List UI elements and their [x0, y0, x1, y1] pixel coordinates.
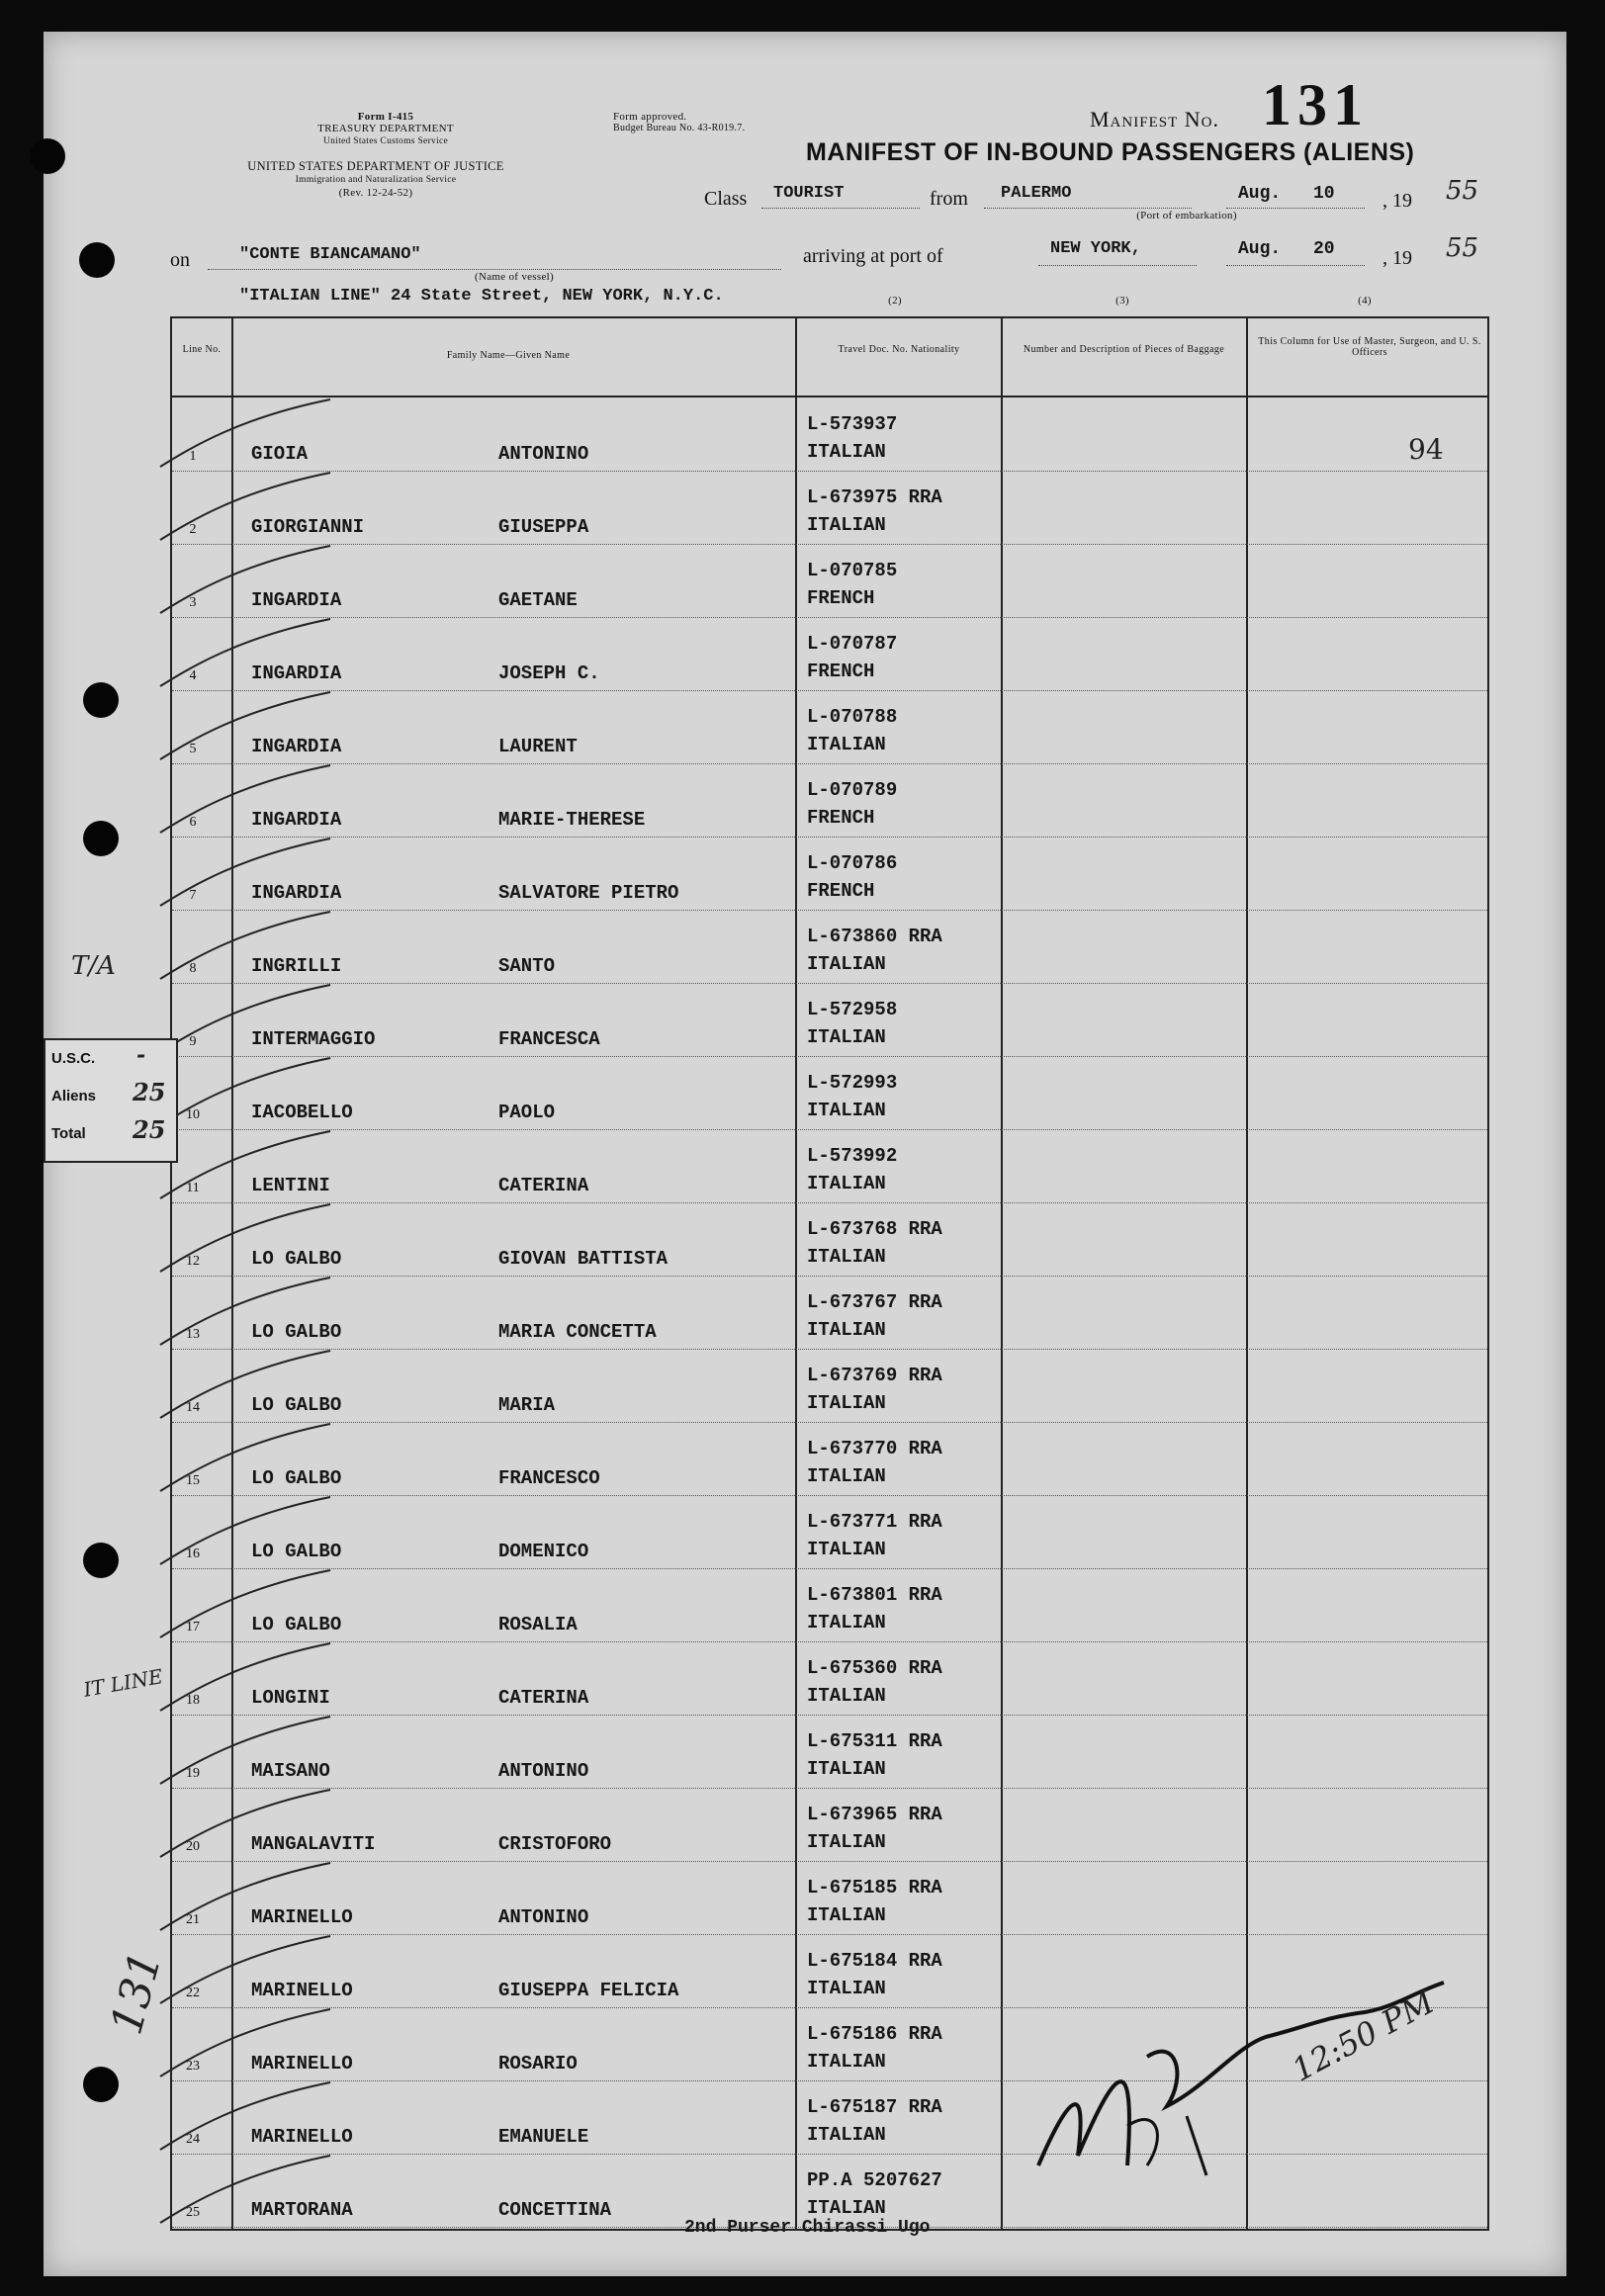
table-row — [172, 1056, 1487, 1130]
nationality: ITALIAN — [807, 1173, 886, 1194]
arrival-year: 55 — [1446, 233, 1479, 263]
line-number: 4 — [189, 668, 197, 683]
family-name: MANGALAVITI — [251, 1833, 376, 1855]
nationality: ITALIAN — [807, 1319, 886, 1341]
line-number: 10 — [186, 1107, 200, 1122]
line-number: 11 — [186, 1181, 200, 1195]
travel-doc-no: L-675311 RRA — [807, 1730, 942, 1752]
table-row — [172, 1422, 1487, 1496]
check-mark-icon — [152, 1861, 350, 1934]
usc-value: - — [136, 1042, 146, 1068]
given-name: DOMENICO — [498, 1541, 589, 1562]
family-name: MAISANO — [251, 1760, 330, 1782]
family-name: INGARDIA — [251, 589, 342, 611]
punch-hole — [30, 138, 65, 174]
nationality: ITALIAN — [807, 514, 886, 536]
given-name: JOSEPH C. — [498, 662, 600, 684]
table-row — [172, 1788, 1487, 1862]
table-row — [172, 763, 1487, 838]
family-name: LO GALBO — [251, 1541, 342, 1562]
line-number: 15 — [186, 1473, 200, 1488]
table-row — [172, 617, 1487, 691]
check-mark-icon — [152, 1641, 350, 1715]
margin-page-number: 131 — [101, 1946, 172, 2040]
travel-doc-no: L-673965 RRA — [807, 1804, 942, 1825]
travel-doc-no: L-675185 RRA — [807, 1877, 942, 1899]
given-name: MARIA CONCETTA — [498, 1321, 657, 1343]
check-mark-icon — [152, 2080, 350, 2154]
check-mark-icon — [152, 1422, 350, 1495]
punch-hole — [83, 821, 119, 856]
table-row — [172, 690, 1487, 764]
time-stamp: 12:50 PM — [1286, 1983, 1441, 2089]
travel-doc-no: L-675187 RRA — [807, 2096, 942, 2118]
table-row — [172, 1349, 1487, 1423]
check-mark-icon — [152, 910, 350, 983]
footnote-4: (4) — [1358, 295, 1372, 307]
table-row — [172, 910, 1487, 984]
table-row — [172, 1641, 1487, 1716]
travel-doc-no: L-673768 RRA — [807, 1218, 942, 1240]
check-mark-icon — [152, 1202, 350, 1276]
line-number: 1 — [189, 449, 197, 464]
family-name: GIORGIANNI — [251, 516, 365, 538]
departure-date: Aug. 10 — [1238, 184, 1335, 204]
aliens-label: Aliens — [51, 1088, 97, 1104]
line-number: 21 — [186, 1912, 200, 1927]
punch-hole — [83, 682, 119, 718]
aliens-value: 25 — [133, 1078, 166, 1106]
table-row — [172, 1568, 1487, 1642]
manifest-label: Manifest No. — [1090, 107, 1219, 132]
nationality: ITALIAN — [807, 1904, 886, 1926]
travel-doc-no: L-070786 — [807, 852, 898, 874]
margin-note-it-line: IT LINE — [81, 1664, 165, 1702]
family-name: LONGINI — [251, 1687, 330, 1709]
total-value: 25 — [133, 1115, 166, 1144]
total-label: Total — [51, 1125, 86, 1142]
from-label: from — [930, 188, 968, 210]
check-mark-icon — [152, 1495, 350, 1568]
check-mark-icon — [152, 1349, 350, 1422]
family-name: IACOBELLO — [251, 1102, 353, 1123]
shipping-agent: "ITALIAN LINE" 24 State Street, NEW YORK, N.Y.C. — [239, 287, 724, 306]
line-number: 25 — [186, 2205, 200, 2220]
check-mark-icon — [152, 617, 350, 690]
travel-doc-no: L-675360 RRA — [807, 1657, 942, 1679]
customs-service: United States Customs Service — [322, 136, 449, 146]
check-mark-icon — [152, 397, 350, 471]
line-number: 13 — [186, 1327, 200, 1342]
manifest-number: 131 — [1262, 72, 1369, 137]
check-mark-icon — [152, 983, 350, 1056]
given-name: ANTONINO — [498, 1906, 589, 1928]
travel-doc-no: L-070789 — [807, 779, 898, 801]
check-mark-icon — [152, 471, 350, 544]
travel-doc-no: L-070788 — [807, 706, 898, 728]
nationality: ITALIAN — [807, 441, 886, 463]
check-mark-icon — [152, 1715, 350, 1788]
given-name: SANTO — [498, 955, 556, 977]
nationality: ITALIAN — [807, 1978, 886, 1999]
nationality: ITALIAN — [807, 1685, 886, 1707]
table-row — [172, 471, 1487, 545]
family-name: INGARDIA — [251, 662, 342, 684]
line-number: 22 — [186, 1986, 200, 2000]
class-value: TOURIST — [773, 184, 845, 203]
check-mark-icon — [152, 544, 350, 617]
margin-note-ta: T/A — [71, 951, 116, 981]
family-name: MARINELLO — [251, 2053, 353, 2075]
arriving-label: arriving at port of — [803, 245, 943, 267]
nationality: ITALIAN — [807, 1392, 886, 1414]
table-row — [172, 1495, 1487, 1569]
travel-doc-no: L-573992 — [807, 1145, 898, 1167]
manifest-title: MANIFEST OF IN-BOUND PASSENGERS (ALIENS) — [806, 138, 1415, 166]
arrival-date: Aug. 20 — [1238, 239, 1335, 259]
nationality: ITALIAN — [807, 2051, 886, 2073]
travel-doc-no: L-572958 — [807, 999, 898, 1020]
family-name: INGRILLI — [251, 955, 342, 977]
table-row — [172, 397, 1487, 472]
travel-doc-no: L-673767 RRA — [807, 1291, 942, 1313]
footnote-2: (2) — [888, 295, 902, 307]
family-name: LENTINI — [251, 1175, 330, 1196]
table-row — [172, 1129, 1487, 1203]
given-name: CONCETTINA — [498, 2199, 612, 2221]
check-mark-icon — [152, 1934, 350, 2007]
nationality: ITALIAN — [807, 1026, 886, 1048]
line-number: 24 — [186, 2132, 200, 2147]
travel-doc-no: L-673860 RRA — [807, 926, 942, 947]
arrival-year-prefix: , 19 — [1382, 247, 1412, 269]
line-number: 18 — [186, 1693, 200, 1708]
given-name: MARIE-THERESE — [498, 809, 646, 831]
family-name: INGARDIA — [251, 882, 342, 904]
line-number: 2 — [189, 522, 197, 537]
family-name: MARTORANA — [251, 2199, 353, 2221]
given-name: LAURENT — [498, 736, 578, 757]
col-name: Family Name—Given Name — [446, 350, 571, 361]
departure-year-prefix: , 19 — [1382, 190, 1412, 212]
family-name: LO GALBO — [251, 1321, 342, 1343]
check-mark-icon — [152, 1056, 350, 1129]
check-mark-icon — [152, 2154, 350, 2227]
check-mark-icon — [152, 2007, 350, 2080]
given-name: EMANUELE — [498, 2126, 589, 2148]
travel-doc-no: L-573937 — [807, 413, 898, 435]
nationality: ITALIAN — [807, 1612, 886, 1634]
family-name: INGARDIA — [251, 809, 342, 831]
table-row — [172, 1861, 1487, 1935]
col-line-no: Line No. — [182, 344, 222, 355]
form-number: Form I-415 — [357, 111, 414, 123]
check-mark-icon — [152, 1129, 350, 1202]
travel-doc-no: L-070787 — [807, 633, 898, 655]
given-name: CATERINA — [498, 1175, 589, 1196]
port-of-embarkation-note: (Port of embarkation) — [1136, 210, 1237, 221]
nationality: ITALIAN — [807, 1831, 886, 1853]
nationality: ITALIAN — [807, 734, 886, 755]
line-number: 6 — [189, 815, 197, 830]
given-name: CATERINA — [498, 1687, 589, 1709]
line-number: 8 — [189, 961, 197, 976]
family-name: GIOIA — [251, 443, 309, 465]
family-name: INTERMAGGIO — [251, 1028, 376, 1050]
given-name: GIUSEPPA FELICIA — [498, 1980, 679, 2001]
nationality: ITALIAN — [807, 1758, 886, 1780]
officer-note: 94 — [1408, 433, 1444, 466]
nationality: ITALIAN — [807, 2124, 886, 2146]
form-approved: Form approved. — [613, 111, 687, 123]
col-baggage: Number and Description of Pieces of Baggage — [1023, 344, 1225, 355]
tally-box — [44, 1038, 178, 1163]
nationality: FRENCH — [807, 807, 875, 829]
family-name: LO GALBO — [251, 1248, 342, 1270]
table-row — [172, 1202, 1487, 1277]
col-officers: This Column for Use of Master, Surgeon, and U. S. Officers — [1258, 336, 1481, 358]
given-name: SALVATORE PIETRO — [498, 882, 679, 904]
ins: Immigration and Naturalization Service — [295, 175, 457, 185]
purser-name: 2nd Purser Chirassi Ugo — [684, 2218, 931, 2238]
table-row — [172, 544, 1487, 618]
travel-doc-no: PP.A 5207627 — [807, 2169, 942, 2191]
family-name: LO GALBO — [251, 1614, 342, 1635]
given-name: GIOVAN BATTISTA — [498, 1248, 669, 1270]
nationality: ITALIAN — [807, 1246, 886, 1268]
nationality: ITALIAN — [807, 1539, 886, 1560]
travel-doc-no: L-572993 — [807, 1072, 898, 1094]
punch-hole — [79, 242, 115, 278]
nationality: FRENCH — [807, 587, 875, 609]
revision: (Rev. 12-24-52) — [338, 187, 413, 199]
travel-doc-no: L-675184 RRA — [807, 1950, 942, 1972]
travel-doc-no: L-673801 RRA — [807, 1584, 942, 1606]
family-name: MARINELLO — [251, 1906, 353, 1928]
footnote-3: (3) — [1115, 295, 1129, 307]
line-number: 5 — [189, 742, 197, 756]
given-name: MARIA — [498, 1394, 556, 1416]
given-name: FRANCESCO — [498, 1467, 600, 1489]
line-number: 19 — [186, 1766, 200, 1781]
officer-signature — [1009, 1938, 1503, 2195]
table-row — [172, 983, 1487, 1057]
family-name: MARINELLO — [251, 1980, 353, 2001]
punch-hole — [83, 1543, 119, 1578]
family-name: MARINELLO — [251, 2126, 353, 2148]
given-name: ROSALIA — [498, 1614, 578, 1635]
table-row — [172, 1715, 1487, 1789]
nationality: ITALIAN — [807, 1465, 886, 1487]
nationality: ITALIAN — [807, 953, 886, 975]
line-number: 23 — [186, 2059, 200, 2074]
nationality: ITALIAN — [807, 2197, 886, 2219]
table-row — [172, 1276, 1487, 1350]
check-mark-icon — [152, 1568, 350, 1641]
nationality: FRENCH — [807, 661, 875, 682]
line-number: 3 — [189, 595, 197, 610]
check-mark-icon — [152, 690, 350, 763]
given-name: CRISTOFORO — [498, 1833, 612, 1855]
line-number: 20 — [186, 1839, 200, 1854]
line-number: 16 — [186, 1546, 200, 1561]
nationality: FRENCH — [807, 880, 875, 902]
given-name: ROSARIO — [498, 2053, 578, 2075]
on-label: on — [170, 249, 190, 271]
given-name: ANTONINO — [498, 443, 589, 465]
line-number: 17 — [186, 1620, 200, 1634]
check-mark-icon — [152, 1276, 350, 1349]
given-name: ANTONINO — [498, 1760, 589, 1782]
line-number: 9 — [189, 1034, 197, 1049]
line-number: 7 — [189, 888, 197, 903]
vessel-note: (Name of vessel) — [475, 271, 554, 283]
travel-doc-no: L-673769 RRA — [807, 1365, 942, 1386]
family-name: INGARDIA — [251, 736, 342, 757]
given-name: GAETANE — [498, 589, 578, 611]
justice-dept: UNITED STATES DEPARTMENT OF JUSTICE — [247, 159, 504, 173]
vessel-name: "CONTE BIANCAMANO" — [239, 245, 421, 264]
arrival-port: NEW YORK, — [1050, 239, 1141, 258]
punch-hole — [83, 2067, 119, 2102]
check-mark-icon — [152, 837, 350, 910]
departure-year: 55 — [1446, 176, 1479, 206]
line-number: 12 — [186, 1254, 200, 1269]
given-name: FRANCESCA — [498, 1028, 600, 1050]
travel-doc-no: L-673770 RRA — [807, 1438, 942, 1459]
given-name: GIUSEPPA — [498, 516, 589, 538]
travel-doc-no: L-070785 — [807, 560, 898, 581]
from-value: PALERMO — [1001, 184, 1072, 203]
check-mark-icon — [152, 763, 350, 837]
given-name: PAOLO — [498, 1102, 556, 1123]
family-name: LO GALBO — [251, 1394, 342, 1416]
class-label: Class — [704, 188, 748, 210]
check-mark-icon — [152, 1788, 350, 1861]
travel-doc-no: L-673771 RRA — [807, 1511, 942, 1533]
usc-label: U.S.C. — [51, 1050, 96, 1067]
treasury-dept: TREASURY DEPARTMENT — [317, 123, 454, 134]
nationality: ITALIAN — [807, 1100, 886, 1121]
budget-bureau: Budget Bureau No. 43-R019.7. — [613, 123, 746, 133]
travel-doc-no: L-673975 RRA — [807, 486, 942, 508]
line-number: 14 — [186, 1400, 200, 1415]
family-name: LO GALBO — [251, 1467, 342, 1489]
table-row — [172, 837, 1487, 911]
travel-doc-no: L-675186 RRA — [807, 2023, 942, 2045]
col-doc: Travel Doc. No. Nationality — [838, 344, 960, 355]
